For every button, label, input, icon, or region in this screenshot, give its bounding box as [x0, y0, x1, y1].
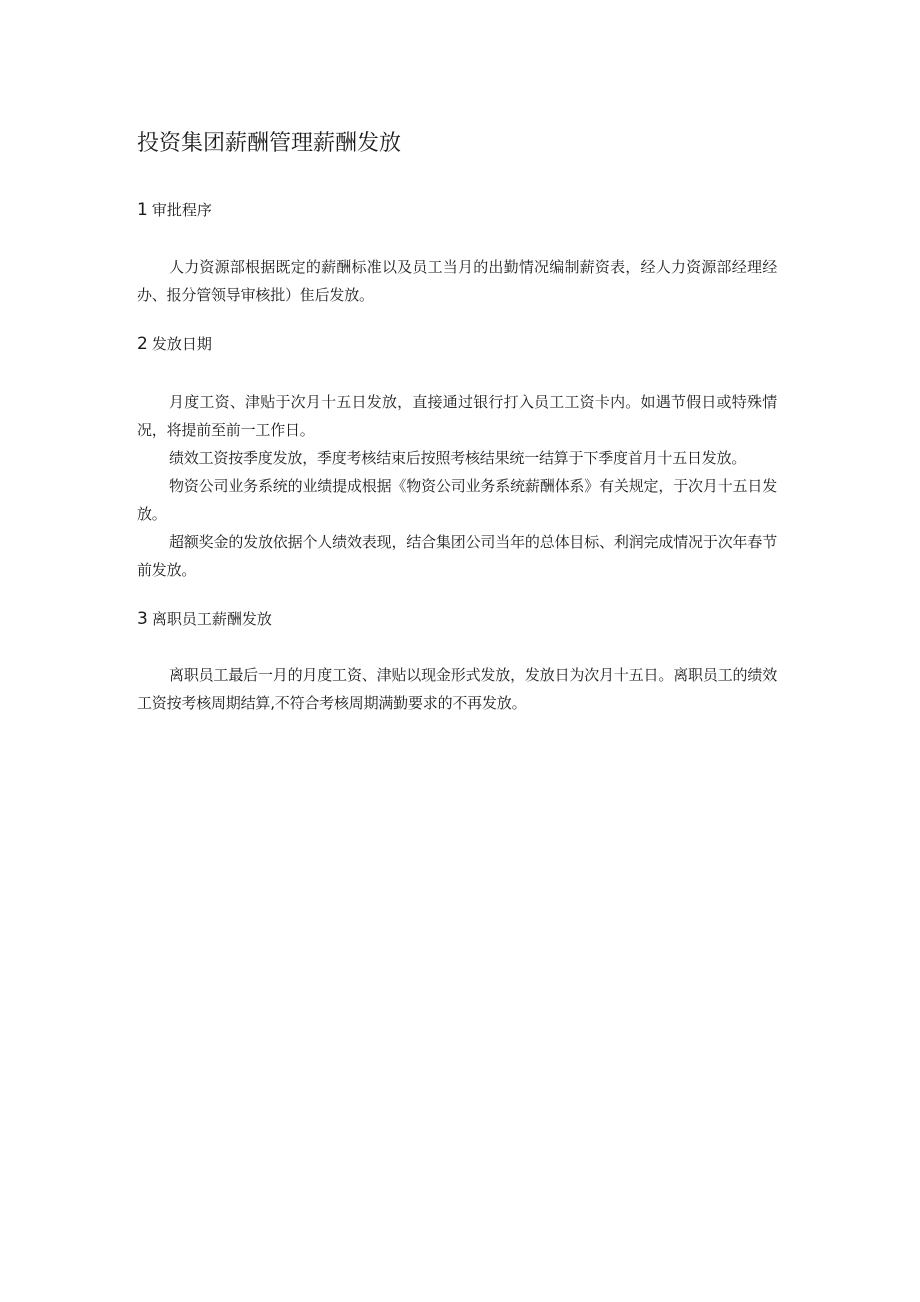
paragraph-approval-process: 人力资源部根据既定的薪酬标准以及员工当月的出勤情况编制薪资表，经人力资源部经理经办、报分管领导审核批）隹后发放。	[137, 258, 777, 304]
paragraph-resigned-staff-pay: 离职员工最后一月的月度工资、津贴以现金形式发放，发放日为次月十五日。离职员工的绩效工资按考核周期结算,不符合考核周期满勤要求的不再发放。	[137, 666, 777, 712]
paragraph-commission: 物资公司业务系统的业绩提成根据《物资公司业务系统薪酬体系》有关规定，于次月十五日发放。	[137, 477, 777, 523]
document-title: 投资集团薪酬管理薪酬发放	[137, 131, 402, 156]
paragraph-bonus: 超额奖金的发放依据个人绩效表现，结合集团公司当年的总体目标、利润完成情况于次年春节前发放。	[137, 533, 777, 579]
paragraph-monthly-salary: 月度工资、津贴于次月十五日发放，直接通过银行打入员工工资卡内。如遇节假日或特殊情况，将提前至前一工作日。	[137, 393, 777, 439]
section-number: 2	[137, 334, 148, 354]
section-heading-approval	[137, 198, 212, 222]
section-heading-text: 离职员工薪酬发放	[151, 610, 272, 628]
section-heading-text: 发放日期	[151, 335, 212, 353]
section-number: 3	[137, 609, 148, 629]
section-heading-payment-date	[137, 332, 212, 356]
section-number: 1	[137, 200, 148, 220]
section-heading-text: 审批程序	[151, 201, 212, 219]
section-heading-resigned-staff	[137, 607, 272, 631]
paragraph-performance-pay: 绩效工资按季度发放，季度考核结束后按照考核结果统一结算于下季度首月十五日发放。	[169, 449, 747, 467]
